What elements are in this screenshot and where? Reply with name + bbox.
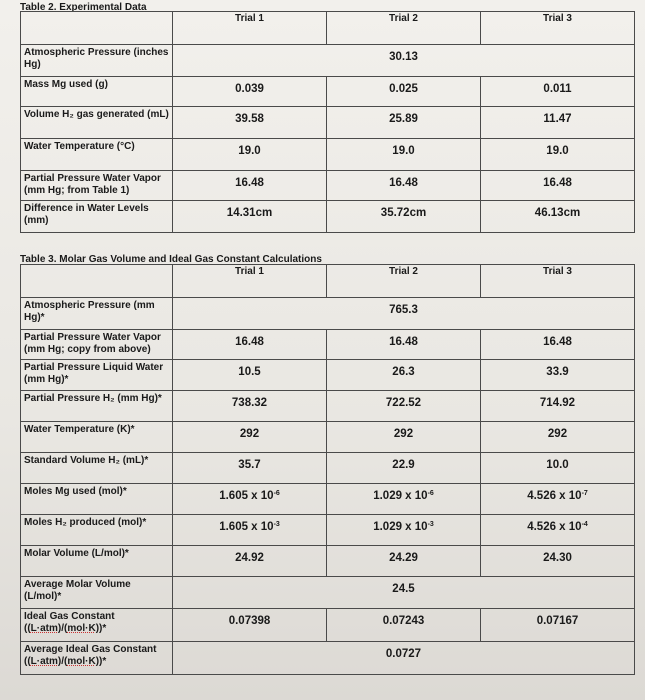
table3-stdvol-trial2: 22.9 xyxy=(327,453,481,484)
table3-tempk-label: Water Temperature (K)* xyxy=(21,422,173,453)
table2-mass-trial2: 0.025 xyxy=(327,77,481,107)
table2-vol-trial1: 39.58 xyxy=(173,107,327,139)
table2-diff-trial2: 35.72cm xyxy=(327,201,481,233)
table3-molar-trial2: 24.29 xyxy=(327,546,481,577)
table3-ppwv-trial2: 16.48 xyxy=(327,330,481,360)
table3-atm-value: 765.3 xyxy=(173,298,635,330)
table2-caption: Table 2. Experimental Data xyxy=(20,2,147,13)
table3-atm-label: Atmospheric Pressure (mm Hg)* xyxy=(21,298,173,330)
table3-molesmg-trial1: 1.605 x $10^{-6}$ xyxy=(173,484,327,515)
table2-corner xyxy=(21,12,173,45)
table3-corner xyxy=(21,265,173,298)
table3-molesmg-trial3: 4.526 x $10^{-7}$ xyxy=(481,484,635,515)
table3-ppwv-label: Partial Pressure Water Vapor (mm Hg; copy from above) xyxy=(21,330,173,360)
table2-vol-label: Volume H₂ gas generated (mL) xyxy=(21,107,173,139)
table2-ppwv-trial3: 16.48 xyxy=(481,171,635,201)
table2-header-trial2: Trial 2 xyxy=(327,12,481,45)
table3-avgigc-label: Average Ideal Gas Constant ((L·atm)/(mol·K))* xyxy=(21,642,173,675)
table3-ppwv-trial3: 16.48 xyxy=(481,330,635,360)
table3-pplw-trial2: 26.3 xyxy=(327,360,481,391)
table2-mass-trial1: 0.039 xyxy=(173,77,327,107)
table3-molesmg-label: Moles Mg used (mol)* xyxy=(21,484,173,515)
table2-vol-trial3: 11.47 xyxy=(481,107,635,139)
table3-header-trial2: Trial 2 xyxy=(327,265,481,298)
table3-igc-trial3: 0.07167 xyxy=(481,609,635,642)
table2-diff-trial3: 46.13cm xyxy=(481,201,635,233)
table3-ppwv-trial1: 16.48 xyxy=(173,330,327,360)
table3-molesh2-label: Moles H₂ produced (mol)* xyxy=(21,515,173,546)
table3-molar-label: Molar Volume (L/mol)* xyxy=(21,546,173,577)
table3-pph2-trial3: 714.92 xyxy=(481,391,635,422)
table3-avgigc-value: 0.0727 xyxy=(173,642,635,675)
table3-igc-trial1: 0.07398 xyxy=(173,609,327,642)
table2-mass-label: Mass Mg used (g) xyxy=(21,77,173,107)
table3-pplw-trial1: 10.5 xyxy=(173,360,327,391)
table3-molar-trial1: 24.92 xyxy=(173,546,327,577)
table2-header-trial1: Trial 1 xyxy=(173,12,327,45)
table2-diff-label: Difference in Water Levels (mm) xyxy=(21,201,173,233)
table2-temp-trial1: 19.0 xyxy=(173,139,327,171)
table2-atm-value: 30.13 xyxy=(173,45,635,77)
table3-molesh2-trial1: 1.605 x $10^{-3}$ xyxy=(173,515,327,546)
table2-diff-trial1: 14.31cm xyxy=(173,201,327,233)
table3-tempk-trial3: 292 xyxy=(481,422,635,453)
table2-vol-trial2: 25.89 xyxy=(327,107,481,139)
table3-stdvol-trial1: 35.7 xyxy=(173,453,327,484)
table3-header-trial3: Trial 3 xyxy=(481,265,635,298)
table3-pplw-trial3: 33.9 xyxy=(481,360,635,391)
table3-stdvol-label: Standard Volume H₂ (mL)* xyxy=(21,453,173,484)
table3-molesmg-trial2: 1.029 x $10^{-6}$ xyxy=(327,484,481,515)
table3-molesh2-trial3: 4.526 x $10^{-4}$ xyxy=(481,515,635,546)
table3-tempk-trial1: 292 xyxy=(173,422,327,453)
table2-temp-label: Water Temperature (°C) xyxy=(21,139,173,171)
table3-igc-label: Ideal Gas Constant ((L·atm)/(mol·K))* xyxy=(21,609,173,642)
table3-pph2-trial2: 722.52 xyxy=(327,391,481,422)
table3-stdvol-trial3: 10.0 xyxy=(481,453,635,484)
table3-caption: Table 3. Molar Gas Volume and Ideal Gas Constant Calculations xyxy=(20,254,322,265)
table3-header-trial1: Trial 1 xyxy=(173,265,327,298)
table3-avgmolar-value: 24.5 xyxy=(173,577,635,609)
table2-ppwv-trial2: 16.48 xyxy=(327,171,481,201)
table3-molar-trial3: 24.30 xyxy=(481,546,635,577)
table3-tempk-trial2: 292 xyxy=(327,422,481,453)
table2-ppwv-trial1: 16.48 xyxy=(173,171,327,201)
table2-header-trial3: Trial 3 xyxy=(481,12,635,45)
table2-ppwv-label: Partial Pressure Water Vapor (mm Hg; from Table 1) xyxy=(21,171,173,201)
table3-pph2-trial1: 738.32 xyxy=(173,391,327,422)
table2-temp-trial2: 19.0 xyxy=(327,139,481,171)
table3 xyxy=(20,264,635,675)
table2-temp-trial3: 19.0 xyxy=(481,139,635,171)
table2-mass-trial3: 0.011 xyxy=(481,77,635,107)
table3-pplw-label: Partial Pressure Liquid Water (mm Hg)* xyxy=(21,360,173,391)
table2-atm-label: Atmospheric Pressure (inches Hg) xyxy=(21,45,173,77)
table3-molesh2-trial2: 1.029 x $10^{-3}$ xyxy=(327,515,481,546)
table3-pph2-label: Partial Pressure H₂ (mm Hg)* xyxy=(21,391,173,422)
table3-avgmolar-label: Average Molar Volume (L/mol)* xyxy=(21,577,173,609)
table2 xyxy=(20,11,635,233)
table3-igc-trial2: 0.07243 xyxy=(327,609,481,642)
